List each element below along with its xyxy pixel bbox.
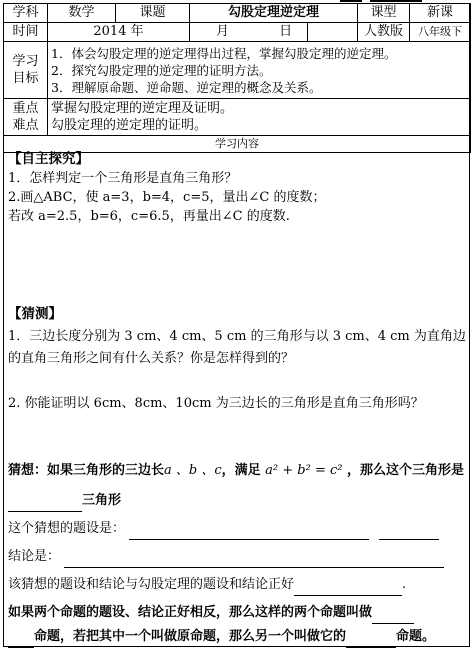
guess-section [8, 305, 466, 413]
conjecture-prefix: 猜想：如果三角形的三边长 [8, 463, 165, 478]
goals-label-2: 目标 [12, 71, 39, 86]
topic-value: 勾股定理逆定理 [190, 4, 358, 23]
conjecture-end: 三角形 [82, 493, 122, 508]
hypothesis-line [8, 518, 466, 540]
topic-label: 课题 [116, 4, 190, 23]
relation-line [8, 574, 466, 596]
relation-blank[interactable] [294, 595, 402, 596]
definition-blank-3[interactable] [346, 647, 396, 648]
keypoints-row [4, 99, 471, 136]
guess-question-2: 2. 你能证明以 6cm、8cm、10cm 为三边长的三角形是直角三角形吗？ [8, 396, 424, 411]
subject-value: 数学 [48, 4, 116, 23]
conjecture-suffix: ，那么这个三角形是 [342, 463, 465, 478]
conclusion-blank[interactable] [64, 567, 444, 568]
conjecture-blank[interactable] [8, 511, 82, 512]
key-point-text: 掌握勾股定理的逆定理及证明。 [51, 101, 234, 116]
year-text: 2014 年 [93, 24, 144, 39]
conjecture-section [8, 460, 466, 648]
goal-item: 3．理解原命题、逆命题、逆定理的概念及关系。 [51, 79, 322, 95]
subject-label: 学科 [4, 4, 48, 23]
time-label: 时间 [4, 23, 48, 42]
content-title: 学习内容 [4, 136, 471, 153]
self-explore-section [8, 150, 466, 226]
conjecture-end-line [8, 490, 466, 512]
top-underline-mark [340, 0, 362, 2]
goals-row [4, 42, 471, 99]
conjecture-mid: ，满足 [221, 463, 266, 478]
day-label: 日 [279, 24, 293, 39]
hypothesis-label: 这个猜想的题设是： [8, 521, 126, 536]
goals-label-1: 学习 [12, 54, 39, 69]
empty-cell [308, 23, 358, 42]
top-underline-mark [370, 0, 422, 2]
relation-end: . [402, 577, 407, 592]
goals-label-cell [4, 42, 48, 99]
definition-text-1: 如果两个命题的题设、结论正好相反，那么这样的两个命题叫做 [8, 605, 373, 620]
definition-text-2b: 命题。 [396, 629, 436, 644]
self-explore-line: 若改 a=2.5，b=6，c=6.5，再量出∠C 的度数. [8, 209, 290, 224]
goals-content [48, 42, 471, 99]
keypoints-label-1: 重点 [12, 101, 39, 116]
definition-line-1 [8, 602, 466, 624]
relation-text: 该猜想的题设和结论与勾股定理的题设和结论正好 [8, 577, 295, 592]
lesson-type-label: 课型 [358, 4, 410, 23]
goal-item: 2．探究勾股定理的逆定理的证明方法。 [51, 62, 272, 78]
self-explore-heading: 【自主探究】 [8, 151, 89, 167]
lesson-type-value: 新课 [410, 4, 471, 23]
header-row-time [4, 23, 471, 42]
hypothesis-blank-2[interactable] [379, 539, 439, 540]
keypoints-content [48, 99, 471, 136]
guess-heading: 【猜测】 [8, 306, 62, 322]
year-value [48, 23, 190, 42]
guess-question-1: 1．三边长度分别为 3 cm、4 cm、5 cm 的三角形与以 3 cm、4 cm 为直角边的直角三角形之间有什么关系？你是怎样得到的？ [8, 329, 466, 366]
conclusion-line [8, 546, 466, 568]
publisher-value: 人教版 [358, 23, 410, 42]
hypothesis-blank[interactable] [129, 539, 369, 540]
definition-line-2 [8, 626, 466, 648]
conjecture-formula: a² + b² = c² [265, 463, 343, 478]
goal-item: 1．体会勾股定理的逆定理得出过程，掌握勾股定理的逆定理。 [51, 45, 397, 61]
difficulty-text: 勾股定理的逆定理的证明。 [51, 118, 208, 133]
keypoints-label-2: 难点 [12, 118, 39, 133]
conjecture-line [8, 460, 466, 482]
header-row-subject [4, 4, 471, 23]
self-explore-line: 1．怎样判定一个三角形是直角三角形？ [8, 171, 238, 186]
month-day-cell [190, 23, 308, 42]
definition-blank-2[interactable] [8, 647, 34, 648]
grade-value: 八年级下 [410, 23, 471, 42]
conclusion-label: 结论是： [8, 549, 61, 564]
month-label: 月 [216, 24, 230, 39]
definition-blank-1[interactable] [372, 623, 414, 624]
definition-text-2a: 命题，若把其中一个叫做原命题，那么另一个叫做它的 [34, 629, 347, 644]
conjecture-vars: a 、b 、c [164, 463, 222, 478]
header-table [3, 3, 471, 153]
self-explore-line: 2.画△ABC，使 a=3，b=4，c=5，量出∠C 的度数； [8, 190, 326, 205]
keypoints-label-cell [4, 99, 48, 136]
